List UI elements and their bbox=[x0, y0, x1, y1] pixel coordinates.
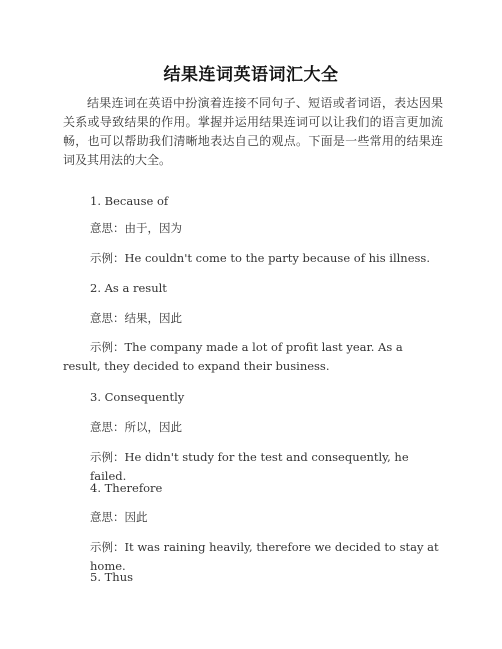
entry-meaning: 意思：结果，因此 bbox=[90, 311, 182, 325]
entry-heading: 5. Thus bbox=[90, 570, 134, 584]
entry-meaning: 意思：所以，因此 bbox=[90, 420, 182, 434]
entry-heading: 2. As a result bbox=[90, 281, 167, 295]
entry-example: 示例：He didn't study for the test and consequently, he failed. bbox=[90, 450, 409, 483]
entry-example: 示例：It was raining heavily, therefore we decided to stay at home. bbox=[90, 540, 439, 573]
document-title: 结果连词英语词汇大全 bbox=[163, 65, 339, 85]
entry-heading: 1. Because of bbox=[90, 194, 169, 208]
entry-meaning: 意思：因此 bbox=[90, 510, 148, 524]
entry-meaning: 意思：由于，因为 bbox=[90, 221, 182, 235]
entry-heading: 3. Consequently bbox=[90, 390, 185, 404]
entry-example: 示例：The company made a lot of profit last year. As a result, they decided to expand their business. bbox=[63, 340, 403, 373]
entry-heading: 4. Therefore bbox=[90, 481, 163, 495]
intro-paragraph: 结果连词在英语中扮演着连接不同句子、短语或者词语，表达因果关系或导致结果的作用。掌握并运用结果连词可以让我们的语言更加流畅，也可以帮助我们清晰地表达自己的观点。下面是一些常用的结果连词及其用法的大全。 bbox=[63, 96, 443, 167]
entry-example: 示例：He couldn't come to the party because of his illness. bbox=[90, 251, 430, 265]
